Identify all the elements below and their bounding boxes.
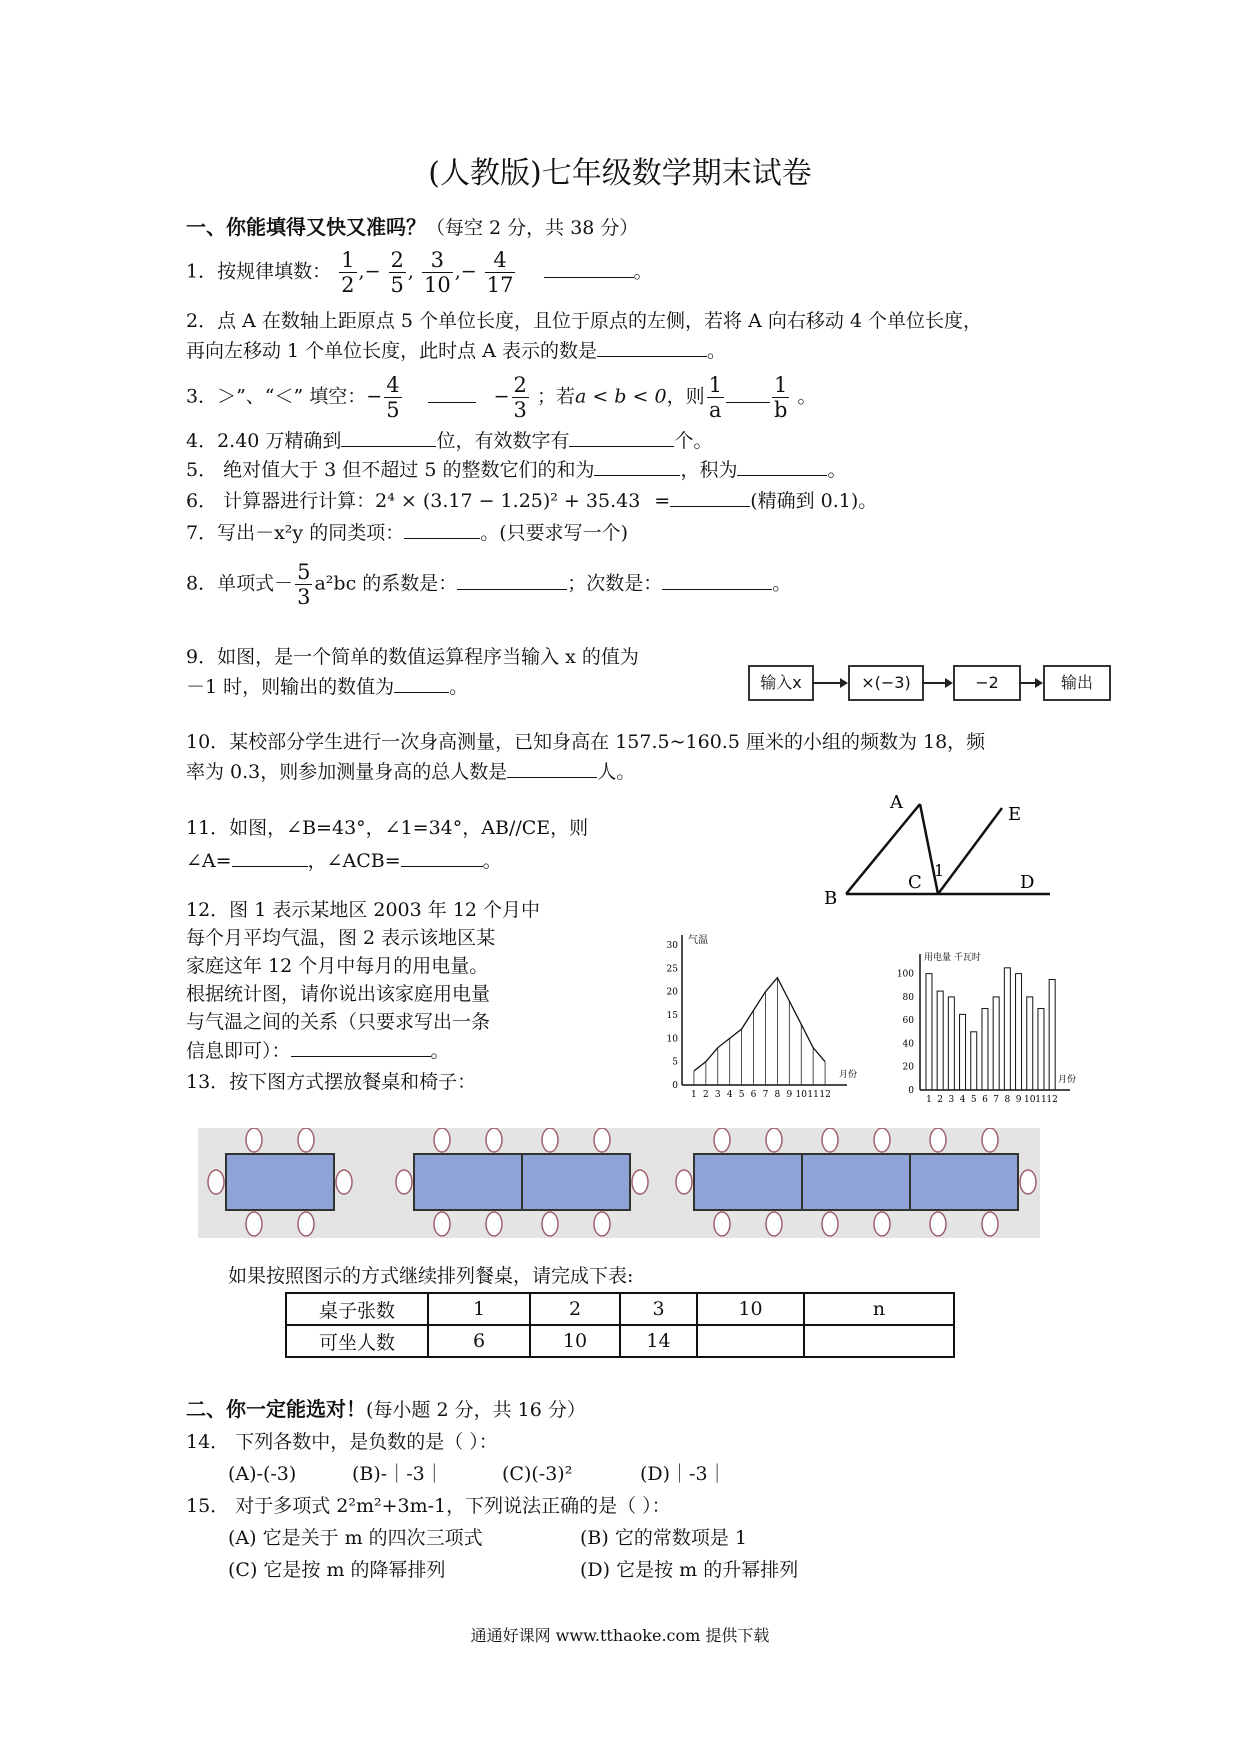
x-tick-label: 8 — [1004, 1095, 1011, 1105]
x-tick-label: 3 — [948, 1095, 955, 1105]
q14-option-d[interactable]: (D)｜-3｜ — [640, 1463, 727, 1485]
point-d-label: D — [1020, 872, 1035, 893]
chair-icon — [336, 1170, 352, 1194]
answer-blank[interactable] — [457, 569, 567, 590]
x-tick-label: 6 — [982, 1095, 988, 1105]
fraction: $\frac{1}{a}$ — [708, 373, 722, 422]
answer-blank[interactable] — [662, 569, 772, 590]
chair-icon — [208, 1170, 224, 1194]
question-12-line6: 信息即可）： 。 — [186, 1036, 450, 1065]
temperature-line — [694, 978, 825, 1071]
x-tick-label: 5 — [738, 1090, 745, 1100]
answer-blank[interactable] — [232, 846, 308, 867]
question-9-line2: －1 时，则输出的数值为 。 — [186, 672, 468, 701]
chair-icon — [930, 1128, 946, 1152]
question-3: 3．＞”、“＜” 填空：− $\frac{4}{5}$ − $\frac{2}{3}$ ；若a < b < 0，则 $\frac{1}{a}$ $\frac{1}{b}$ 。 — [186, 373, 817, 422]
chair-icon — [874, 1212, 890, 1236]
chair-icon — [714, 1212, 730, 1236]
fraction: $\frac{2}{3}$ — [513, 373, 527, 422]
bar — [1016, 974, 1022, 1090]
flow-box-input: 输入x — [748, 665, 814, 701]
question-10-line1: 10．某校部分学生进行一次身高测量，已知身高在 157.5~160.5 厘米的小组的频数为 18，频 — [186, 731, 986, 753]
x-tick-label: 1 — [926, 1095, 932, 1105]
question-9-line1: 9．如图，是一个简单的数值运算程序当输入 x 的值为 — [186, 646, 639, 668]
q15-option-c[interactable]: (C) 它是按 m 的降幂排列 — [228, 1559, 446, 1581]
chair-icon — [486, 1212, 502, 1236]
x-tick-label: 6 — [750, 1090, 757, 1100]
chair-icon — [298, 1128, 314, 1152]
question-13-instruction: 如果按照图示的方式继续排列餐桌，请完成下表: — [228, 1265, 634, 1287]
dining-table — [522, 1154, 630, 1210]
dining-table — [226, 1154, 334, 1210]
question-8: 8．单项式－ $\frac{5}{3}$ a²bc 的系数是： ；次数是： 。 — [186, 560, 792, 609]
tables-illustration — [198, 1128, 1040, 1238]
question-5: 5． 绝对值大于 3 但不超过 5 的整数它们的和为 ，积为 。 — [186, 455, 847, 484]
answer-blank[interactable] — [597, 336, 707, 357]
chair-icon — [434, 1212, 450, 1236]
x-axis-label: 月份 — [839, 1070, 858, 1080]
question-12-line4: 根据统计图，请你说出该家庭用电量 — [186, 983, 491, 1005]
y-tick-label: 0 — [672, 1081, 678, 1091]
bar — [982, 1009, 988, 1090]
q14-option-a[interactable]: (A)-(-3) — [228, 1463, 297, 1485]
question-15: 15． 对于多项式 2²m²+3m-1，下列说法正确的是（ ）： — [186, 1495, 671, 1517]
question-11-line1: 11．如图，∠B=43°，∠1=34°，AB//CE，则 — [186, 817, 589, 839]
x-tick-label: 9 — [786, 1090, 793, 1100]
chair-icon — [298, 1212, 314, 1236]
x-tick-label: 9 — [1015, 1095, 1022, 1105]
bar — [1038, 1009, 1044, 1090]
chair-icon — [930, 1212, 946, 1236]
flow-box-multiply: ×(−3) — [848, 665, 924, 701]
fraction: $\frac{4}{5}$ — [386, 373, 400, 422]
angle-1-label: 1 — [934, 861, 945, 880]
y-tick-label: 25 — [666, 964, 678, 975]
chair-icon — [594, 1212, 610, 1236]
section-1-heading: 一、你能填得又快又准吗？（每空 2 分，共 38 分） — [186, 215, 639, 239]
bar — [971, 1032, 977, 1090]
x-tick-label: 11 — [807, 1090, 819, 1100]
bar — [948, 997, 954, 1090]
page-footer: 通通好课网 www.tthaoke.com 提供下载 — [470, 1626, 770, 1645]
chair-icon — [822, 1128, 838, 1152]
triangle-figure — [810, 790, 1070, 910]
x-tick-label: 4 — [726, 1090, 733, 1100]
table-row: 可坐人数 6 10 14 — [286, 1325, 954, 1357]
answer-blank[interactable] — [594, 455, 680, 476]
fraction: $\frac{3}{10}$ — [424, 248, 451, 297]
chair-icon — [542, 1212, 558, 1236]
question-12-line5: 与气温之间的关系（只要求写出一条 — [186, 1011, 491, 1033]
answer-blank[interactable] — [737, 455, 827, 476]
flow-box-output: 输出 — [1043, 665, 1111, 701]
fraction: $\frac{2}{5}$ — [390, 248, 404, 297]
y-tick-label: 80 — [902, 992, 914, 1003]
answer-blank[interactable] — [291, 1036, 431, 1057]
dining-table — [694, 1154, 802, 1210]
answer-blank[interactable] — [507, 757, 597, 778]
bar — [993, 997, 999, 1090]
x-tick-label: 4 — [959, 1095, 966, 1105]
answer-blank[interactable] — [428, 382, 476, 403]
chair-icon — [486, 1128, 502, 1152]
y-tick-label: 20 — [666, 987, 678, 998]
question-4: 4．2.40 万精确到 位，有效数字有 个。 — [186, 426, 712, 455]
bar — [937, 991, 943, 1090]
x-tick-label: 1 — [691, 1090, 697, 1100]
question-2-line2: 再向左移动 1 个单位长度，此时点 A 表示的数是 。 — [186, 336, 726, 365]
x-tick-label: 3 — [714, 1090, 721, 1100]
table-row: 桌子张数 1 2 3 10 n — [286, 1293, 954, 1325]
x-tick-label: 5 — [970, 1095, 977, 1105]
bar — [926, 974, 932, 1090]
electricity-chart — [890, 940, 1080, 1105]
page-title: (人教版)七年级数学期末试卷 — [428, 156, 812, 191]
answer-blank[interactable] — [401, 846, 483, 867]
point-c-label: C — [908, 872, 922, 893]
bar — [1027, 997, 1033, 1090]
q15-option-b[interactable]: (B) 它的常数项是 1 — [580, 1527, 747, 1549]
q14-option-b[interactable]: (B)-｜-3｜ — [352, 1463, 444, 1485]
x-tick-label: 12 — [819, 1090, 831, 1100]
fraction: $\frac{1}{2}$ — [341, 248, 355, 297]
question-7: 7．写出－x²y 的同类项： 。(只要求写一个) — [186, 518, 628, 547]
chair-icon — [594, 1128, 610, 1152]
chair-icon — [766, 1212, 782, 1236]
point-b-label: B — [824, 888, 838, 909]
y-axis-label: 用电量 千瓦时 — [924, 953, 981, 963]
fraction: $\frac{4}{17}$ — [486, 248, 514, 297]
y-tick-label: 0 — [908, 1086, 914, 1096]
chair-icon — [1020, 1170, 1036, 1194]
x-tick-label: 7 — [993, 1095, 1000, 1105]
answer-blank[interactable] — [404, 518, 480, 539]
y-tick-label: 10 — [666, 1034, 678, 1045]
chair-icon — [632, 1170, 648, 1194]
section-2-heading: 二、你一定能选对！(每小题 2 分，共 16 分） — [186, 1397, 586, 1421]
flow-arrows — [810, 670, 1110, 696]
fraction: $\frac{1}{b}$ — [773, 373, 788, 422]
point-a-label: A — [890, 792, 903, 813]
x-tick-label: 2 — [702, 1090, 709, 1100]
chair-icon — [714, 1128, 730, 1152]
q14-option-c[interactable]: (C)(-3)² — [502, 1463, 573, 1485]
q15-option-a[interactable]: (A) 它是关于 m 的四次三项式 — [228, 1527, 483, 1549]
bar — [960, 1014, 966, 1090]
question-13: 13．按下图方式摆放餐桌和椅子： — [186, 1071, 477, 1093]
question-12-line1: 12．图 1 表示某地区 2003 年 12 个月中 — [186, 899, 541, 921]
y-tick-label: 5 — [672, 1057, 678, 1068]
dining-table — [414, 1154, 522, 1210]
bar — [1004, 968, 1010, 1090]
temperature-chart — [650, 925, 860, 1105]
question-1: 1．按规律填数： $\frac{1}{2}$ ,− $\frac{2}{5}$ , $\frac{3}{10}$ ,− $\frac{4}{17}$ 。 — [186, 248, 653, 297]
question-12-line3: 家庭这年 12 个月中每月的用电量。 — [186, 955, 489, 977]
question-6: 6． 计算器进行计算：2⁴ × (3.17 − 1.25)² + 35.43 = (精确到 0.1)。 — [186, 486, 877, 515]
chair-icon — [246, 1212, 262, 1236]
dining-table — [802, 1154, 910, 1210]
bar — [1049, 979, 1055, 1090]
x-tick-label: 11 — [1035, 1095, 1047, 1105]
chair-icon — [542, 1128, 558, 1152]
answer-cell[interactable] — [804, 1325, 954, 1357]
chair-icon — [874, 1128, 890, 1152]
q15-option-d[interactable]: (D) 它是按 m 的升幂排列 — [580, 1559, 799, 1581]
question-12-line2: 每个月平均气温，图 2 表示该地区某 — [186, 927, 496, 949]
y-tick-label: 60 — [902, 1016, 914, 1027]
x-tick-label: 10 — [795, 1090, 807, 1100]
question-11-line2: ∠A= ，∠ACB= 。 — [186, 846, 502, 875]
y-tick-label: 30 — [666, 941, 678, 951]
y-tick-label: 100 — [896, 969, 914, 980]
answer-blank[interactable] — [394, 672, 449, 693]
y-tick-label: 20 — [902, 1062, 914, 1073]
x-tick-label: 8 — [774, 1090, 781, 1100]
fraction: $\frac{5}{3}$ — [297, 560, 311, 609]
chair-icon — [246, 1128, 262, 1152]
x-axis-label: 月份 — [1058, 1075, 1077, 1085]
dining-table — [910, 1154, 1018, 1210]
answer-blank[interactable] — [341, 426, 436, 447]
question-2-line1: 2．点 A 在数轴上距原点 5 个单位长度，且位于原点的左侧，若将 A 向右移动 4 个单位长度， — [186, 310, 983, 332]
y-tick-label: 40 — [902, 1039, 914, 1050]
question-10-line2: 率为 0.3，则参加测量身高的总人数是 人。 — [186, 757, 635, 786]
point-e-label: E — [1008, 804, 1022, 825]
chair-icon — [822, 1212, 838, 1236]
answer-blank[interactable] — [726, 382, 770, 403]
x-tick-label: 2 — [937, 1095, 944, 1105]
answer-blank[interactable] — [670, 486, 750, 507]
tables-drawing — [198, 1128, 1040, 1238]
y-tick-label: 15 — [666, 1011, 678, 1021]
answer-blank[interactable] — [544, 257, 634, 278]
chair-icon — [766, 1128, 782, 1152]
x-tick-label: 12 — [1046, 1095, 1058, 1105]
seating-table — [285, 1292, 955, 1358]
x-tick-label: 10 — [1024, 1095, 1036, 1105]
y-axis-label: 气温 — [688, 935, 708, 946]
chair-icon — [982, 1128, 998, 1152]
flow-box-subtract: −2 — [953, 665, 1021, 701]
chair-icon — [434, 1128, 450, 1152]
chair-icon — [396, 1170, 412, 1194]
answer-cell[interactable] — [697, 1325, 804, 1357]
chair-icon — [676, 1170, 692, 1194]
question-14: 14． 下列各数中，是负数的是（ ）： — [186, 1431, 498, 1453]
x-tick-label: 7 — [762, 1090, 769, 1100]
chair-icon — [982, 1212, 998, 1236]
answer-blank[interactable] — [569, 426, 674, 447]
